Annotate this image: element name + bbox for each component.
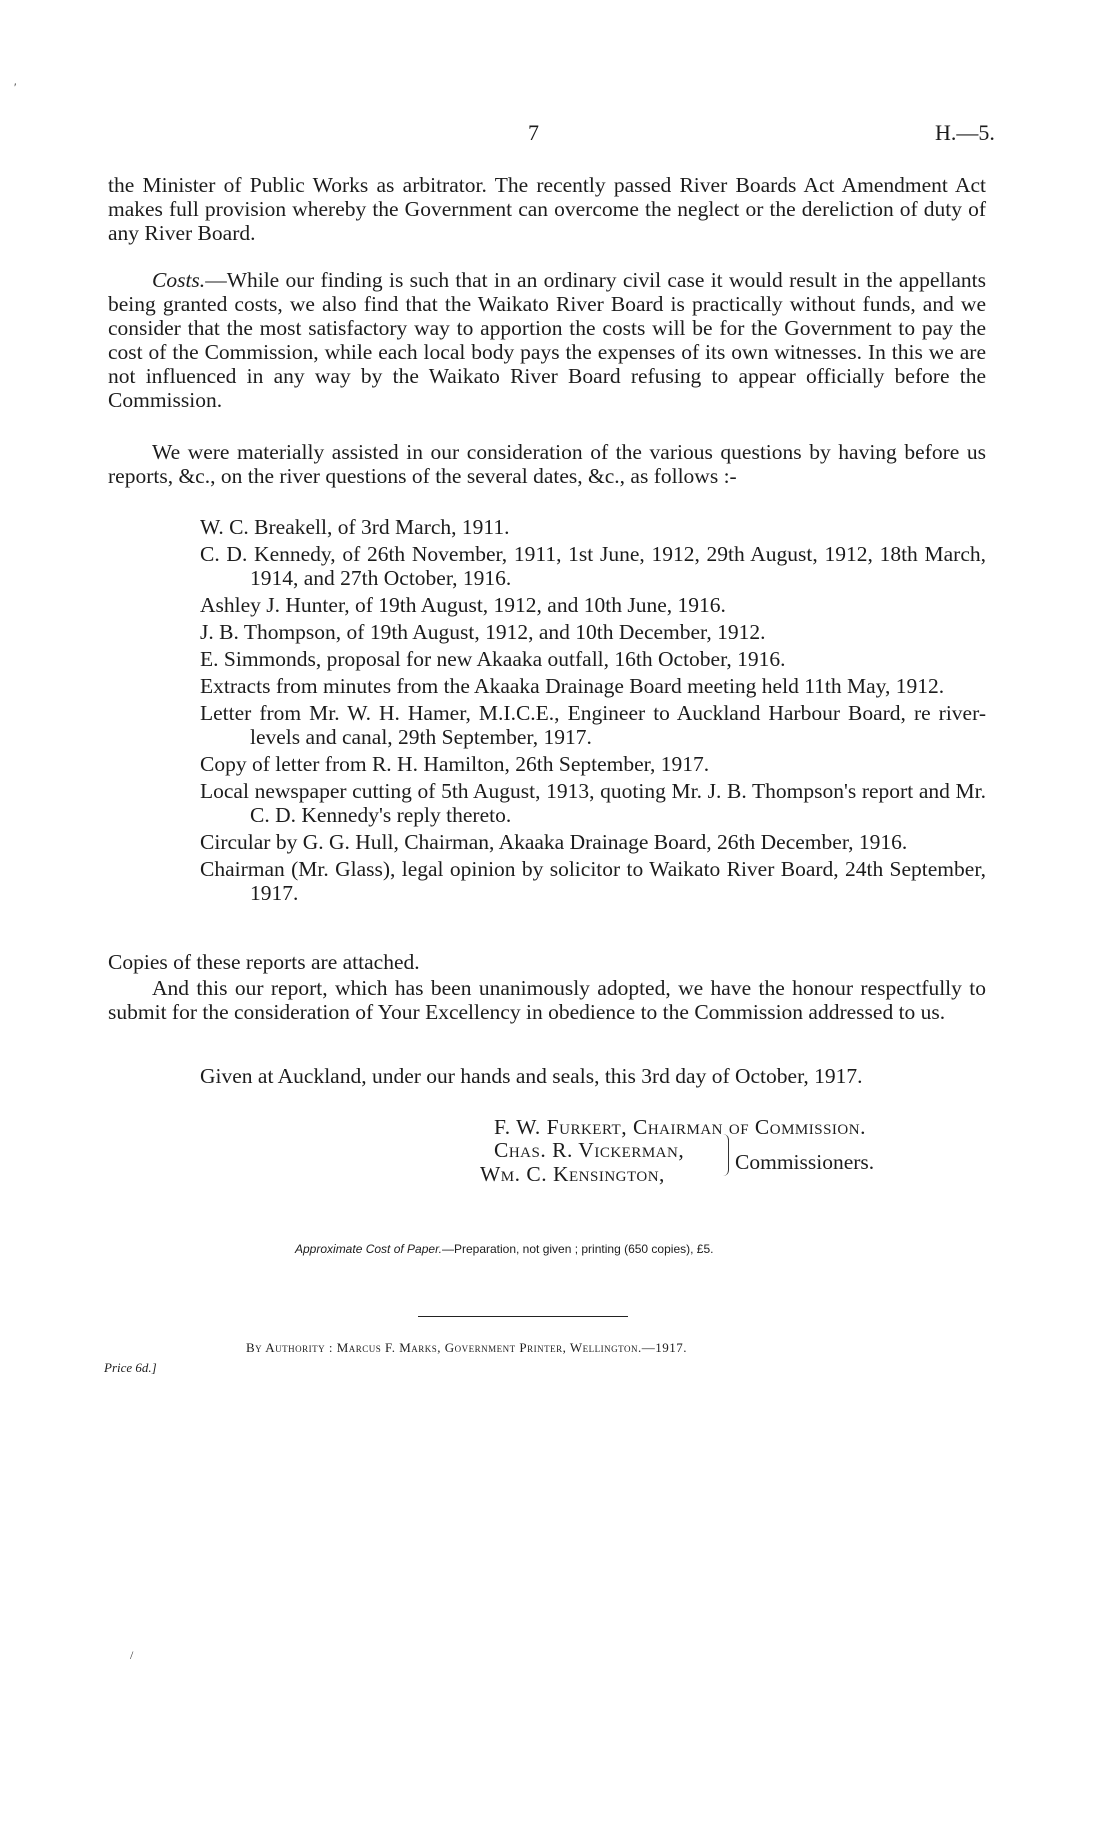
list-item: Copy of letter from R. H. Hamilton, 26th September, 1917.	[200, 752, 710, 776]
page-number: 7	[528, 120, 539, 145]
paragraph-given: Given at Auckland, under our hands and seals, this 3rd day of October, 1917.	[200, 1064, 863, 1088]
list-item: J. B. Thompson, of 19th August, 1912, and 10th December, 1912.	[200, 620, 766, 644]
cost-label: Approximate Cost of Paper.	[295, 1242, 442, 1256]
list-item: Extracts from minutes from the Akaaka Drainage Board meeting held 11th May, 1912.	[200, 674, 945, 698]
signature-chairman: F. W. Furkert, Chairman of Commission.	[494, 1115, 866, 1139]
list-item: Local newspaper cutting of 5th August, 1913, quoting Mr. J. B. Thompson's report and Mr. C. D. Kennedy's reply thereto.	[200, 779, 986, 827]
paragraph-costs	[108, 268, 986, 412]
divider-rule	[418, 1316, 628, 1317]
reports-list	[200, 515, 986, 908]
costs-heading: Costs.	[152, 268, 206, 292]
list-item: E. Simmonds, proposal for new Akaaka outfall, 16th October, 1916.	[200, 647, 786, 671]
cost-text: —Preparation, not given ; printing (650 copies), £5.	[441, 1242, 714, 1256]
document-reference: H.—5.	[935, 120, 995, 145]
cost-of-paper	[295, 1242, 713, 1256]
paragraph-arbitrator: the Minister of Public Works as arbitrator. The recently passed River Boards Act Amendment Act makes full provision whereby the Government can overcome the neglect or the dereliction of duty of any River Board.	[108, 173, 986, 245]
list-item: Ashley J. Hunter, of 19th August, 1912, and 10th June, 1916.	[200, 593, 726, 617]
signature-vickerman: Chas. R. Vickerman,	[494, 1138, 685, 1162]
margin-mark: ′	[14, 80, 17, 94]
paragraph-assisted: We were materially assisted in our consideration of the various questions by having before us reports, &c., on the river questions of the several dates, &c., as follows :-	[108, 440, 986, 488]
price-note: Price 6d.]	[104, 1360, 157, 1375]
paragraph-submit: And this our report, which has been unanimously adopted, we have the honour respectfully to submit for the consideration of Your Excellency in obedience to the Commission addressed to us.	[108, 976, 986, 1024]
list-item: Circular by G. G. Hull, Chairman, Akaaka Drainage Board, 26th December, 1916.	[200, 830, 908, 854]
list-item: Chairman (Mr. Glass), legal opinion by solicitor to Waikato River Board, 24th September, 1917.	[200, 857, 986, 905]
list-item: W. C. Breakell, of 3rd March, 1911.	[200, 515, 510, 539]
margin-mark: /	[130, 1648, 134, 1662]
printer-imprint: By Authority : Marcus F. Marks, Government Printer, Wellington.—1917.	[246, 1340, 687, 1355]
costs-text: —While our finding is such that in an ordinary civil case it would result in the appellants being granted costs, we also find that the Waikato River Board is practically without funds, and we consider that the most satisfactory way to apportion the costs will be for the Government to pay the cost of the Commission, while each local body pays the expenses of its own witnesses. In this we are not influenced in any way by the Waikato River Board refusing to appear officially before the Commission.	[108, 268, 986, 412]
list-item: C. D. Kennedy, of 26th November, 1911, 1st June, 1912, 29th August, 1912, 18th March, 1914, and 27th October, 1916.	[200, 542, 986, 590]
signature-brace	[720, 1134, 729, 1176]
commissioners-label: Commissioners.	[735, 1150, 875, 1174]
list-item: Letter from Mr. W. H. Hamer, M.I.C.E., Engineer to Auckland Harbour Board, re river-levels and canal, 29th September, 1917.	[200, 701, 986, 749]
paragraph-attached: Copies of these reports are attached.	[108, 950, 420, 974]
signature-kensington: Wm. C. Kensington,	[480, 1162, 665, 1186]
